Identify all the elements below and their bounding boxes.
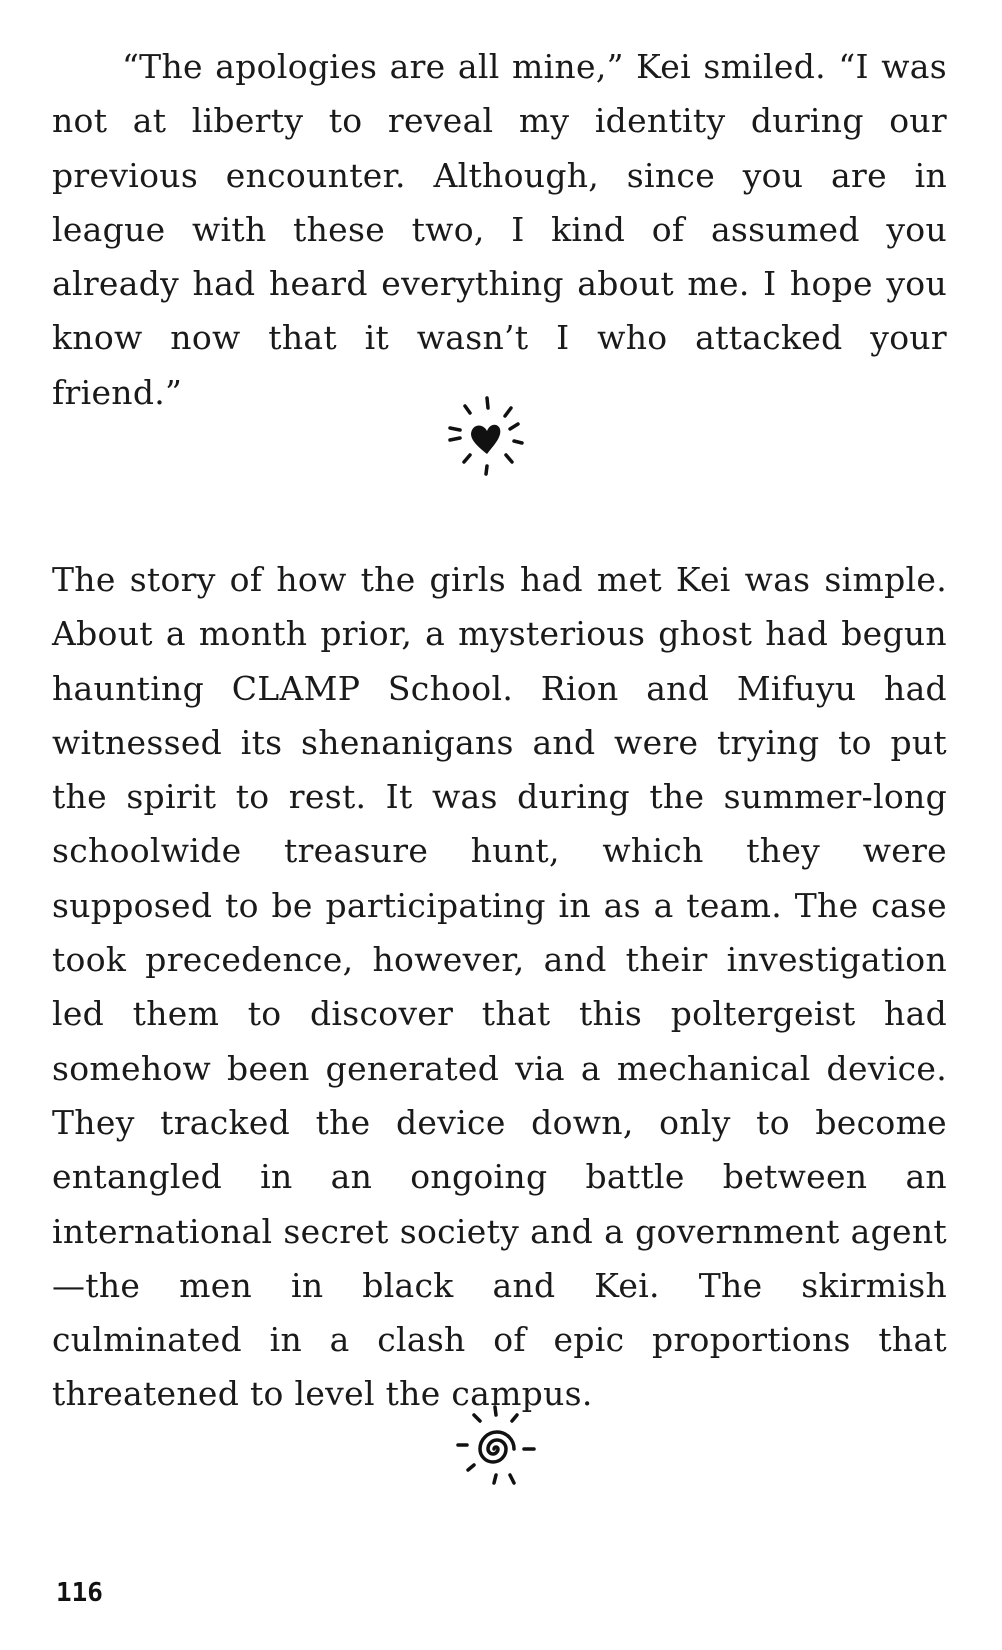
paragraph-dialogue: “The apologies are all mine,” Kei smiled. “I was not at liberty to reveal my identity during our previous encounter. Although, since you are in league with these two, I kind of assumed you already had heard everything about me. I hope you know now that it wasn’t I who attacked your friend.”	[52, 47, 947, 412]
paragraph-story: The story of how the girls had met Kei was simple. About a month prior, a mysterious ghost had begun haunting CLAMP School. Rion and Mifuyu had witnessed its shenanigans and were trying to put the spirit to rest. It was during the summer-long schoolwide treasure hunt, which they were supposed to be participating in as a team. The case took precedence, however, and their investigation led them to discover that this poltergeist had somehow been generated via a mechanical device. They tracked the device down, only to become entangled in an ongoing battle between an international secret society and a government agent—the men in black and Kei. The skirmish culminated in a clash of epic proportions that threatened to level the campus.	[52, 560, 947, 1414]
page-number: 116	[56, 1578, 103, 1608]
heart-sunburst-icon	[432, 392, 542, 502]
spiral-sunburst-icon	[454, 1393, 564, 1503]
